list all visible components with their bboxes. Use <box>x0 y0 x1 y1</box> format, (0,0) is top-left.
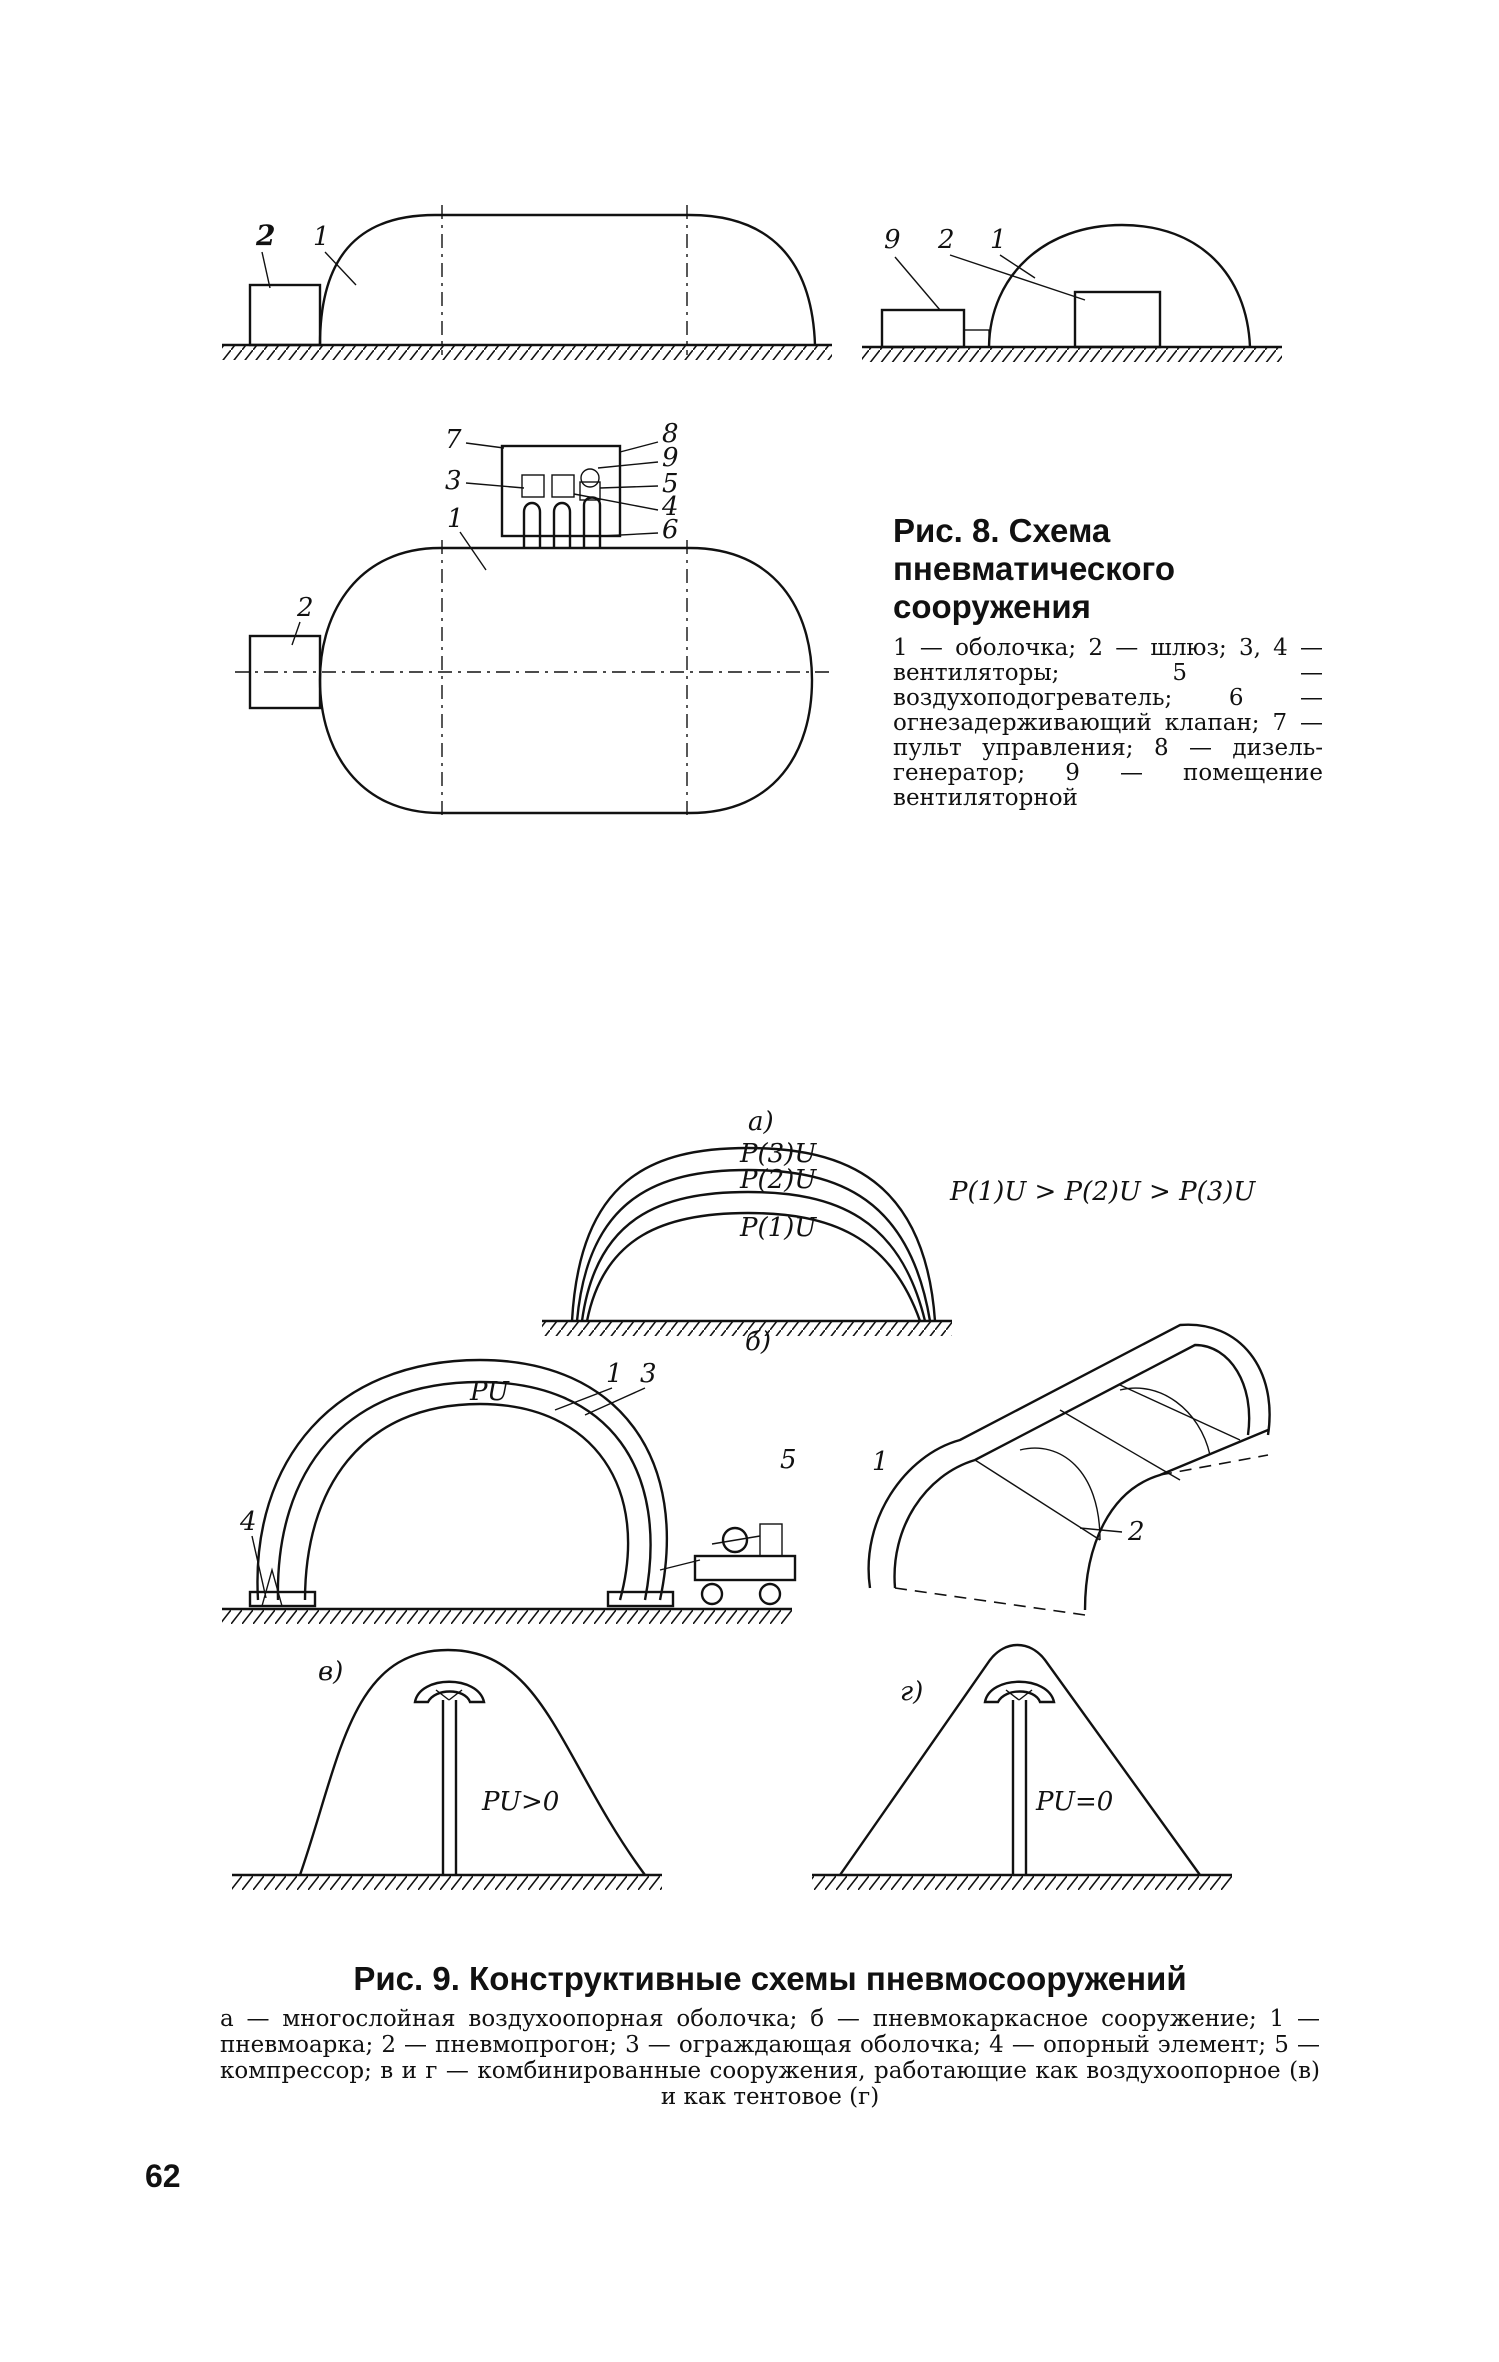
figure9-title: Рис. 9. Конструктивные схемы пневмосооружений <box>353 1960 1187 1997</box>
svg-text:2: 2 <box>938 225 955 255</box>
fig9a-multilayer-shell <box>542 1107 1256 1336</box>
figure9-caption <box>220 1960 1320 2110</box>
svg-text:1: 1 <box>872 1447 889 1477</box>
figure8-caption <box>893 512 1323 811</box>
svg-text:9: 9 <box>662 443 679 473</box>
figure8-description: 1 — оболочка; 2 — шлюз; 3, 4 — вентиляторы; 5 — воздухоподогреватель; 6 — огнезадерживающий клапан; 7 — пульт управления; 8 — дизель-генератор; 9 — помещение вентиляторной <box>893 635 1323 811</box>
svg-text:2: 2 <box>297 593 314 623</box>
svg-text:PU>0: PU>0 <box>482 1787 560 1817</box>
svg-text:P(1)U > P(2)U > P(3)U: P(1)U > P(2)U > P(3)U <box>950 1177 1256 1207</box>
svg-text:б): б) <box>745 1327 772 1357</box>
svg-text:8: 8 <box>662 419 679 449</box>
fig8-side-view-left <box>222 205 832 360</box>
svg-text:4: 4 <box>240 1507 257 1537</box>
fig9b-isometric-frame <box>869 1325 1270 1615</box>
fig9b-pneumoframe <box>222 1327 797 1624</box>
svg-text:5: 5 <box>662 469 679 499</box>
svg-text:2: 2 <box>1128 1517 1145 1547</box>
svg-text:P(1)U: P(1)U <box>740 1213 817 1243</box>
svg-text:1: 1 <box>606 1359 623 1389</box>
svg-text:6: 6 <box>662 515 679 545</box>
svg-text:P(2)U: P(2)U <box>740 1165 817 1195</box>
svg-text:7: 7 <box>445 425 462 455</box>
svg-text:в): в) <box>318 1657 344 1687</box>
svg-text:5: 5 <box>780 1445 797 1475</box>
svg-text:P(3)U: P(3)U <box>740 1139 817 1169</box>
svg-text:а): а) <box>748 1107 774 1137</box>
svg-text:1: 1 <box>990 225 1007 255</box>
fig8-side-view-right <box>862 225 1282 362</box>
svg-text:1: 1 <box>313 222 330 252</box>
figure9-description: а — многослойная воздухоопорная оболочка; б — пневмокаркасное сооружение; 1 — пневмоарка; 2 — пневмопрогон; 3 — ограждающая оболочка; 4 — опорный элемент; 5 — компрессор; в и г — комбинированные сооружения, работающие как воздухоопорное (в) и как тентовое (г) <box>220 2006 1320 2110</box>
svg-text:2: 2 <box>256 219 276 252</box>
svg-text:1: 1 <box>447 504 464 534</box>
fig9v-combined-air-supported <box>232 1650 662 1890</box>
svg-text:4: 4 <box>662 492 679 522</box>
svg-text:3: 3 <box>445 466 462 496</box>
svg-text:PU=0: PU=0 <box>1036 1787 1114 1817</box>
svg-text:3: 3 <box>640 1359 657 1389</box>
svg-text:г): г) <box>900 1677 924 1707</box>
page-number: 62 <box>145 2158 181 2194</box>
fig8-plan-view <box>235 419 830 820</box>
svg-text:9: 9 <box>884 225 901 255</box>
svg-text:PU: PU <box>470 1377 509 1407</box>
fig9g-combined-tent <box>812 1645 1232 1890</box>
figure8-title: Рис. 8. Схема пневматического сооружения <box>893 512 1175 625</box>
